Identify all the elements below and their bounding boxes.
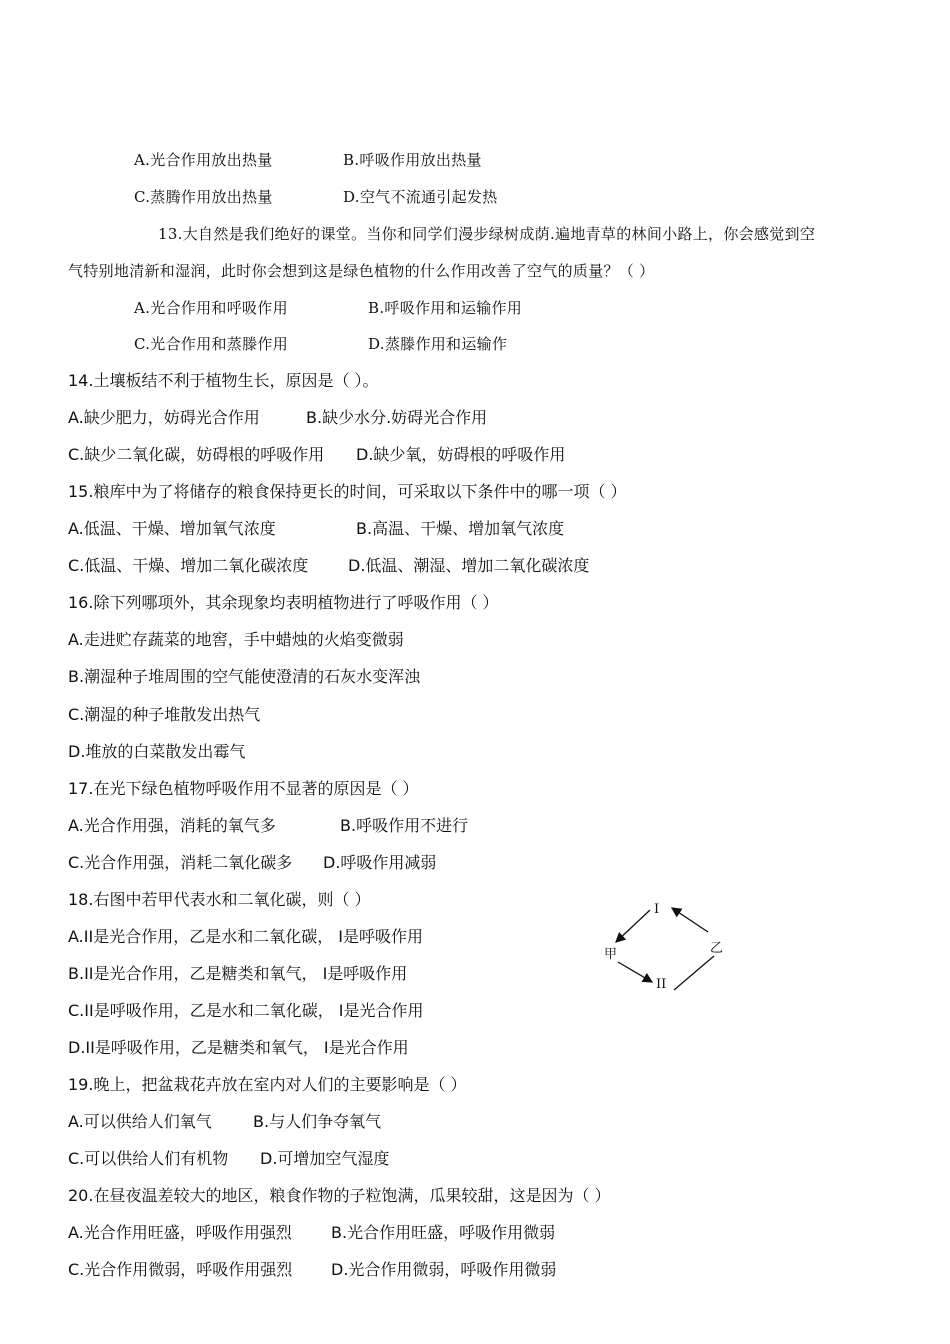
q14-option-b: B.缺少水分.妨碍光合作用	[306, 408, 488, 427]
q13-option-a: A.光合作用和呼吸作用	[134, 299, 288, 317]
diagram-label-two: II	[656, 977, 667, 992]
q16-option-a: A.走进贮存蔬菜的地窖，手中蜡烛的火焰变微弱	[68, 630, 404, 649]
q12-option-c: C.蒸腾作用放出热量	[134, 188, 273, 206]
diagram-label-yi: 乙	[710, 941, 724, 956]
q19-option-c: C.可以供给人们有机物	[68, 1149, 229, 1168]
q14-option-d: D.缺少氧，妨碍根的呼吸作用	[356, 445, 566, 464]
q20-option-c: C.光合作用微弱，呼吸作用强烈	[68, 1260, 293, 1279]
q13-stem-line2: 气特别地清新和湿润，此时你会想到这是绿色植物的什么作用改善了空气的质量？（ ）	[68, 262, 655, 280]
q12-option-a: A.光合作用放出热量	[134, 151, 273, 169]
q13-option-b: B.呼吸作用和运输作用	[368, 299, 523, 317]
q13-stem-line1: 13.大自然是我们绝好的课堂。当你和同学们漫步绿树成荫.遍地青草的林间小路上，你会感觉到空	[158, 225, 816, 243]
q13-option-d: D.蒸滕作用和运输作	[368, 335, 508, 353]
q17-option-d: D.呼吸作用减弱	[323, 853, 437, 872]
diagram-label-one: I	[654, 902, 660, 917]
q14-stem: 14.土壤板结不利于植物生长，原因是（ ）。	[68, 371, 379, 390]
q15-option-b: B.高温、干燥、增加氧气浓度	[356, 519, 565, 538]
q16-option-d: D.堆放的白菜散发出霉气	[68, 742, 246, 761]
q18-option-c: C.II是呼吸作用，乙是水和二氧化碳， I是光合作用	[68, 1001, 424, 1020]
diagram-label-jia: 甲	[604, 947, 618, 962]
q13-option-c: C.光合作用和蒸滕作用	[134, 335, 289, 353]
q15-stem: 15.粮库中为了将储存的粮食保持更长的时间，可采取以下条件中的哪一项（ ）	[68, 482, 627, 501]
q19-option-a: A.可以供给人们氧气	[68, 1112, 212, 1131]
q14-option-a: A.缺少肥力，妨碍光合作用	[68, 408, 260, 427]
q12-option-d: D.空气不流通引起发热	[343, 188, 498, 206]
arrow-jia-to-two	[618, 962, 652, 982]
q18-stem: 18.右图中若甲代表水和二氧化碳，则（ ）	[68, 890, 371, 909]
q18-option-b: B.II是光合作用，乙是糖类和氧气， I是呼吸作用	[68, 964, 408, 983]
arrow-yi-to-one	[672, 908, 708, 932]
q17-option-b: B.呼吸作用不进行	[340, 816, 469, 835]
q20-stem: 20.在昼夜温差较大的地区，粮食作物的子粒饱满，瓜果较甜，这是因为（ ）	[68, 1186, 611, 1205]
q19-option-d: D.可增加空气湿度	[260, 1149, 390, 1168]
q17-option-c: C.光合作用强，消耗二氧化碳多	[68, 853, 293, 872]
arrow-two-to-yi	[674, 956, 714, 990]
q15-option-a: A.低温、干燥、增加氧气浓度	[68, 519, 276, 538]
q16-stem: 16.除下列哪项外，其余现象均表明植物进行了呼吸作用（ ）	[68, 593, 499, 612]
q15-option-d: D.低温、潮湿、增加二氧化碳浓度	[348, 556, 590, 575]
q19-stem: 19.晚上，把盆栽花卉放在室内对人们的主要影响是（ ）	[68, 1075, 467, 1094]
q17-stem: 17.在光下绿色植物呼吸作用不显著的原因是（ ）	[68, 779, 419, 798]
q19-option-b: B.与人们争夺氧气	[253, 1112, 382, 1131]
q16-option-b: B.潮湿种子堆周围的空气能使澄清的石灰水变浑浊	[68, 667, 421, 686]
q16-option-c: C.潮湿的种子堆散发出热气	[68, 705, 261, 724]
q14-option-c: C.缺少二氧化碳，妨碍根的呼吸作用	[68, 445, 325, 464]
q20-option-d: D.光合作用微弱，呼吸作用微弱	[331, 1260, 557, 1279]
q18-option-d: D.II是呼吸作用，乙是糖类和氧气， I是光合作用	[68, 1038, 409, 1057]
arrow-one-to-jia	[616, 910, 650, 942]
q20-option-a: A.光合作用旺盛，呼吸作用强烈	[68, 1223, 292, 1242]
q20-option-b: B.光合作用旺盛，呼吸作用微弱	[331, 1223, 556, 1242]
q12-option-b: B.呼吸作用放出热量	[343, 151, 482, 169]
photosynthesis-respiration-cycle-diagram	[600, 896, 740, 1000]
q18-option-a: A.II是光合作用，乙是水和二氧化碳， I是呼吸作用	[68, 927, 423, 946]
q17-option-a: A.光合作用强，消耗的氧气多	[68, 816, 276, 835]
q15-option-c: C.低温、干燥、增加二氧化碳浓度	[68, 556, 309, 575]
